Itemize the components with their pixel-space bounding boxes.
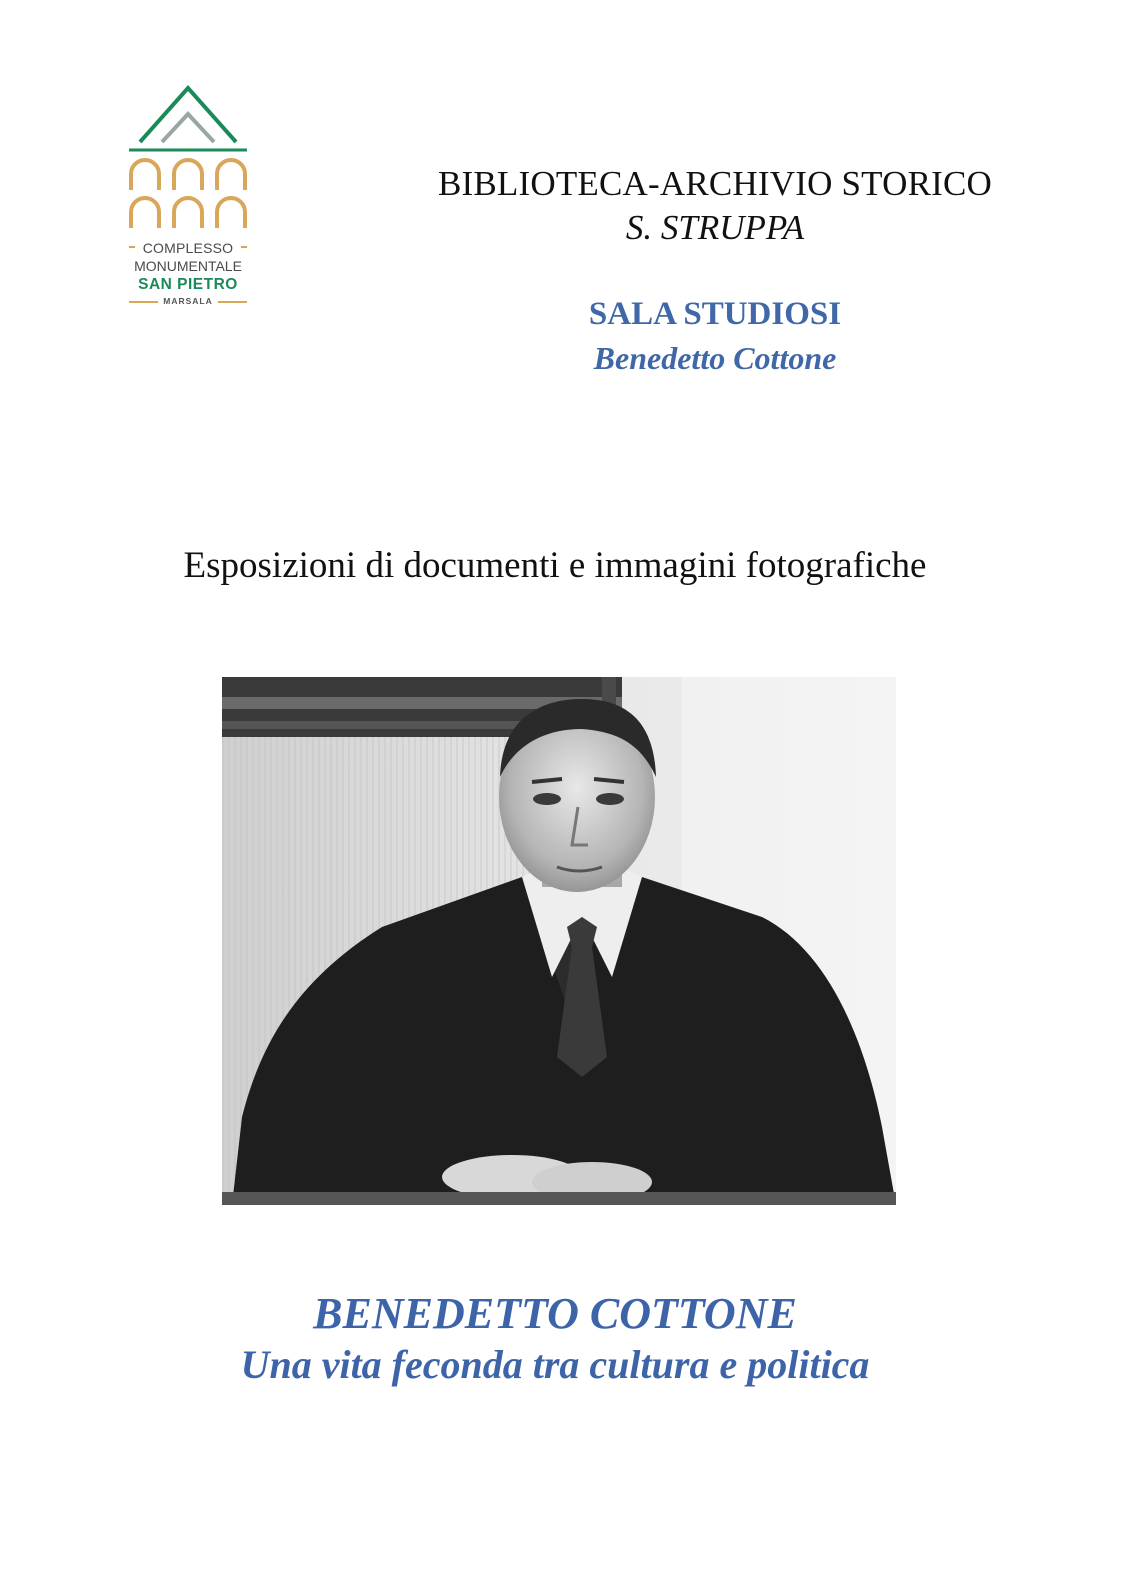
portrait-photo-illustration [222, 677, 896, 1205]
san-pietro-logo [122, 84, 254, 314]
exhibition-tagline: Una vita feconda tra cultura e politica [240, 1342, 870, 1387]
logo-line-complesso: COMPLESSO [142, 240, 234, 256]
institution-name: S. STRUPPA [625, 208, 805, 247]
logo-line-marsala: MARSALA [163, 296, 213, 306]
logo-line-san-pietro: SAN PIETRO [138, 276, 238, 293]
logo-line-monumentale: MONUMENTALE [134, 258, 242, 274]
exhibition-subtitle: Esposizioni di documenti e immagini fotografiche [183, 545, 927, 586]
room-title: SALA STUDIOSI [588, 296, 842, 332]
monument-arches-icon [122, 84, 254, 240]
institution-title: BIBLIOTECA-ARCHIVIO STORICO [437, 164, 993, 203]
portrait-photo [222, 677, 896, 1205]
room-name: Benedetto Cottone [593, 340, 837, 376]
exhibition-title: BENEDETTO COTTONE [313, 1289, 797, 1338]
